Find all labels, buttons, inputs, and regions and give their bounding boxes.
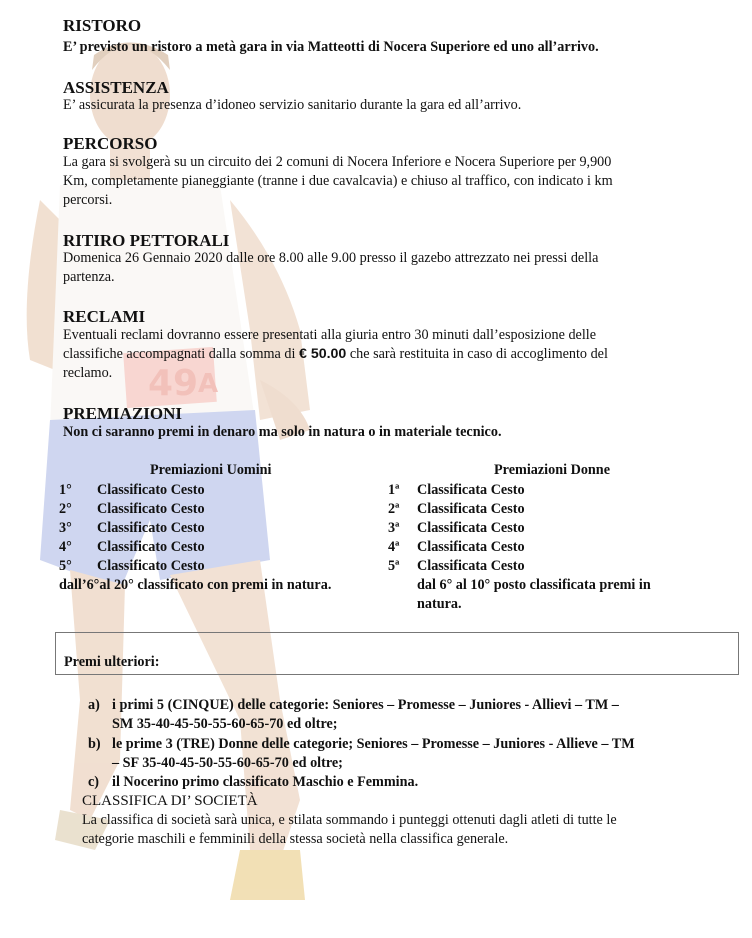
- list-item-line-2: – SF 35-40-45-50-55-60-65-70 ed oltre;: [112, 755, 343, 771]
- reclami-line-2-end: che sarà restituita in caso di accoglimento del: [346, 346, 608, 362]
- women-prize-label: Classificata Cesto: [417, 520, 525, 536]
- premiazioni-subtitle: Non ci saranno premi in denaro ma solo in natura o in materiale tecnico.: [63, 424, 502, 440]
- percorso-heading: PERCORSO: [63, 134, 158, 153]
- list-item-line-2: SM 35-40-45-50-55-60-65-70 ed oltre;: [112, 716, 338, 732]
- men-prize-rank: 3°: [59, 520, 72, 536]
- list-marker: a): [88, 697, 100, 713]
- ristoro-text: E’ previsto un ristoro a metà gara in via Matteotti di Nocera Superiore ed uno all’arrivo.: [63, 39, 599, 55]
- premiazioni-heading: PREMIAZIONI: [63, 404, 183, 423]
- women-prizes-footer-line-1: dal 6° al 10° posto classificata premi in: [417, 577, 651, 593]
- reclami-line-3: reclamo.: [63, 365, 113, 381]
- women-prizes-title: Premiazioni Donne: [494, 462, 610, 478]
- percorso-line-2: Km, completamente pianeggiante (tranne i due cavalcavia) e chiuso al traffico, con indicato i km: [63, 173, 613, 189]
- classifica-heading: CLASSIFICA DI’ SOCIETÀ: [82, 793, 258, 809]
- reclami-line-2: [63, 345, 713, 364]
- premi-ulteriori-label: Premi ulteriori:: [64, 654, 160, 670]
- assistenza-heading: ASSISTENZA: [63, 78, 169, 97]
- men-prizes-footer: dall’6°al 20° classificato con premi in natura.: [59, 577, 332, 593]
- list-marker: b): [88, 736, 101, 752]
- bib-number: 49: [148, 363, 199, 404]
- women-prize-rank: 2ª: [388, 501, 400, 517]
- men-prize-rank: 5°: [59, 558, 72, 574]
- women-prize-label: Classificata Cesto: [417, 482, 525, 498]
- list-marker: c): [88, 774, 100, 790]
- women-prize-rank: 5ª: [388, 558, 400, 574]
- women-prize-rank: 3ª: [388, 520, 400, 536]
- women-prize-label: Classificata Cesto: [417, 558, 525, 574]
- reclami-line-1: Eventuali reclami dovranno essere presentati alla giuria entro 30 minuti dall’esposizione delle: [63, 327, 597, 343]
- men-prize-rank: 2°: [59, 501, 72, 517]
- women-prize-rank: 4ª: [388, 539, 400, 555]
- men-prize-label: Classificato Cesto: [97, 501, 205, 517]
- percorso-line-1: La gara si svolgerà su un circuito dei 2 comuni di Nocera Inferiore e Nocera Superiore per 9,900: [63, 154, 612, 170]
- percorso-line-3: percorsi.: [63, 192, 113, 208]
- classifica-line-2: categorie maschili e femminili della stessa società nella classifica generale.: [82, 831, 509, 847]
- list-item-line-1: il Nocerino primo classificato Maschio e Femmina.: [112, 774, 419, 790]
- men-prize-label: Classificato Cesto: [97, 520, 205, 536]
- men-prize-label: Classificato Cesto: [97, 539, 205, 555]
- reclami-heading: RECLAMI: [63, 307, 146, 326]
- ritiro-heading: RITIRO PETTORALI: [63, 231, 230, 250]
- men-prize-rank: 4°: [59, 539, 72, 555]
- classifica-line-1: La classifica di società sarà unica, e stilata sommando i punteggi ottenuti dagli atleti di tutte le: [82, 812, 617, 828]
- men-prize-label: Classificato Cesto: [97, 482, 205, 498]
- reclami-amount: € 50.00: [298, 346, 347, 362]
- men-prize-label: Classificato Cesto: [97, 558, 205, 574]
- assistenza-text: E’ assicurata la presenza d’idoneo servizio sanitario durante la gara ed all’arrivo.: [63, 97, 522, 113]
- ritiro-line-1: Domenica 26 Gennaio 2020 dalle ore 8.00 alle 9.00 presso il gazebo attrezzato nei pressi della: [63, 250, 599, 266]
- reclami-line-2-text: classifiche accompagnati dalla somma di: [63, 346, 299, 362]
- list-item-line-1: le prime 3 (TRE) Donne delle categorie; Seniores – Promesse – Juniores - Allieve – TM: [112, 736, 635, 752]
- ristoro-heading: RISTORO: [63, 16, 142, 35]
- women-prizes-footer-line-2: natura.: [417, 596, 462, 612]
- ritiro-line-2: partenza.: [63, 269, 115, 285]
- women-prize-rank: 1ª: [388, 482, 400, 498]
- premi-ulteriori-box: [55, 632, 739, 675]
- women-prize-label: Classificata Cesto: [417, 539, 525, 555]
- list-item-line-1: i primi 5 (CINQUE) delle categorie: Seniores – Promesse – Juniores - Allievi – TM –: [112, 697, 619, 713]
- men-prize-rank: 1°: [59, 482, 72, 498]
- men-prizes-title: Premiazioni Uomini: [150, 462, 272, 478]
- bib-letter: A: [198, 369, 219, 399]
- women-prize-label: Classificata Cesto: [417, 501, 525, 517]
